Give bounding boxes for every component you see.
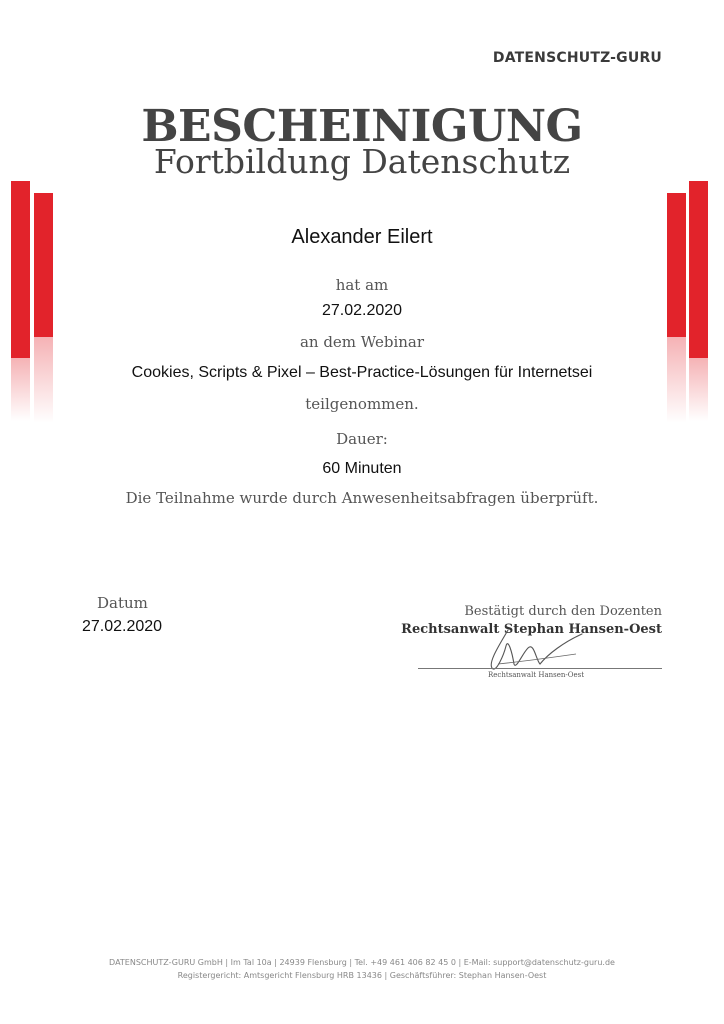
participant-name: Alexander Eilert	[291, 226, 433, 248]
certificate-subtitle: Fortbildung Datenschutz	[153, 142, 571, 181]
text-hat-am: hat am	[335, 276, 389, 294]
signature-caption: Rechtsanwalt Hansen-Oest	[488, 671, 585, 679]
footer-company-info: DATENSCHUTZ-GURU GmbH | Im Tal 10a | 24939 Flensburg | Tel. +49 461 406 82 45 0 | E-Mail: support@datenschutz-guru.de	[109, 958, 615, 967]
footer-registry-info: Registergericht: Amtsgericht Flensburg HRB 13436 | Geschäftsführer: Stephan Hansen-Oest	[177, 971, 547, 980]
confirmed-by-label: Bestätigt durch den Dozenten	[464, 604, 662, 619]
text-an-dem-webinar: an dem Webinar	[299, 333, 425, 351]
signature-line	[418, 668, 662, 669]
date-value: 27.02.2020	[82, 618, 163, 635]
brand-logo-text: DATENSCHUTZ-GURU	[492, 50, 662, 66]
verification-note: Die Teilnahme wurde durch Anwesenheitsabfragen überprüft.	[125, 489, 599, 507]
date-label: Datum	[97, 594, 148, 612]
left-outer-red-bar	[11, 181, 30, 421]
attendance-date: 27.02.2020	[321, 302, 403, 319]
right-outer-red-bar	[689, 181, 708, 421]
duration-label: Dauer:	[336, 430, 388, 448]
webinar-title: Cookies, Scripts & Pixel – Best-Practice-Lösungen für Internetsei	[131, 364, 593, 381]
certificate-title: BESCHEINIGUNG	[141, 101, 583, 152]
text-teilgenommen: teilgenommen.	[305, 395, 419, 413]
duration-value: 60 Minuten	[322, 460, 402, 477]
lecturer-name: Rechtsanwalt Stephan Hansen-Oest	[401, 622, 662, 637]
